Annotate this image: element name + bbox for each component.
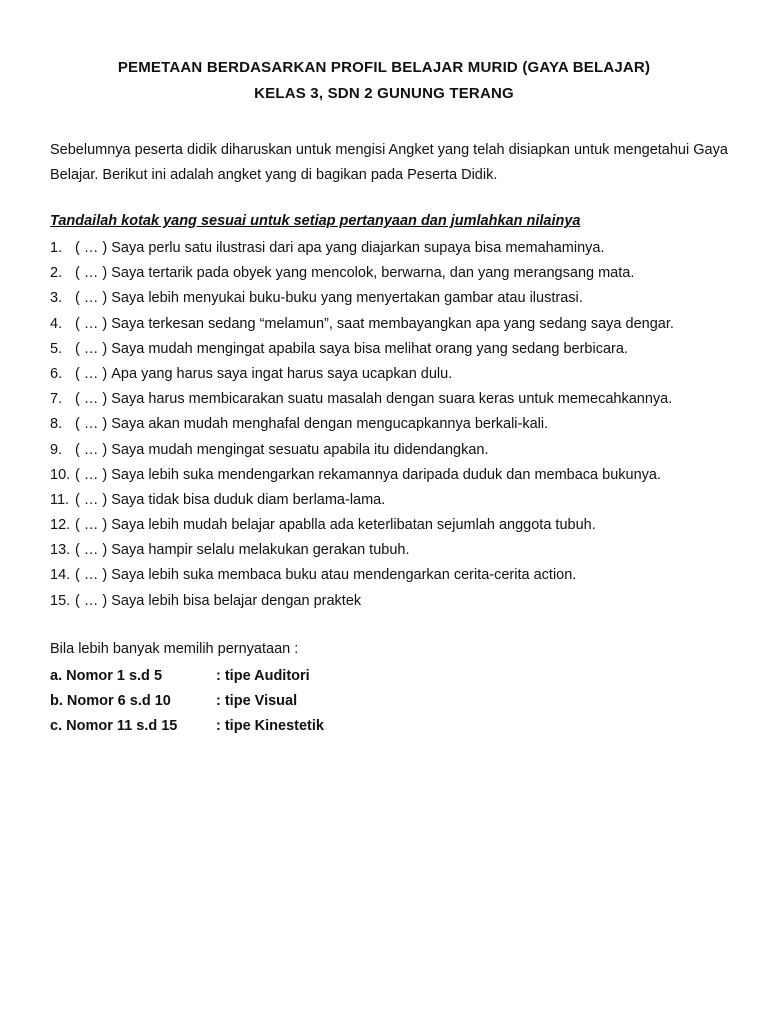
question-checkbox-placeholder: ( … ) [75, 567, 112, 584]
question-text: Saya lebih suka membaca buku atau mendengarkan cerita-cerita action. [111, 567, 577, 584]
question-checkbox-placeholder: ( … ) [75, 441, 112, 458]
question-checkbox-placeholder: ( … ) [75, 592, 112, 609]
question-number: 14. [50, 567, 71, 584]
page-title: PEMETAAN BERDASARKAN PROFIL BELAJAR MURID (GAYA BELAJAR) [117, 59, 651, 76]
question-item [50, 288, 750, 313]
question-text: Saya perlu satu ilustrasi dari apa yang diajarkan supaya bisa memahaminya. [111, 240, 605, 256]
question-checkbox-placeholder: ( … ) [75, 315, 112, 332]
question-text: Saya terkesan sedang “melamun”, saat membayangkan apa yang sedang saya dengar. [111, 315, 674, 332]
question-text: Saya tidak bisa duduk diam berlama-lama. [111, 491, 386, 508]
question-text: Saya lebih mudah belajar apablla ada keterlibatan sejumlah anggota tubuh. [111, 517, 596, 534]
question-item [50, 339, 750, 364]
intro-paragraph: Sebelumnya peserta didik diharuskan untuk mengisi Angket yang telah disiapkan untuk mengetahui Gaya Belajar. Berikut ini adalah angket yang di bagikan pada Peserta Didik. [50, 142, 728, 183]
question-number: 7. [50, 391, 63, 408]
learning-type-label: : tipe Visual [216, 693, 298, 710]
question-number: 9. [50, 441, 63, 458]
question-number: 10. [50, 466, 71, 483]
question-text: Saya harus membicarakan suatu masalah dengan suara keras untuk memecahkannya. [111, 391, 673, 408]
question-text: Saya mudah mengingat apabila saya bisa melihat orang yang sedang berbicara. [111, 340, 628, 357]
question-number: 13. [50, 542, 71, 559]
question-text: Saya lebih bisa belajar dengan praktek [111, 592, 362, 609]
question-checkbox-placeholder: ( … ) [75, 542, 112, 559]
question-item [50, 540, 750, 565]
question-text: Saya hampir selalu melakukan gerakan tubuh. [111, 542, 410, 559]
question-item [50, 440, 750, 465]
learning-type-row [50, 691, 324, 716]
question-checkbox-placeholder: ( … ) [75, 265, 112, 282]
question-item [50, 465, 750, 490]
question-checkbox-placeholder: ( … ) [75, 466, 112, 483]
question-checkbox-placeholder: ( … ) [75, 517, 112, 534]
question-number: 8. [50, 416, 63, 433]
question-checkbox-placeholder: ( … ) [75, 290, 112, 307]
question-number: 12. [50, 517, 71, 534]
question-checkbox-placeholder: ( … ) [75, 491, 112, 508]
learning-type-row [50, 716, 324, 741]
question-text: Apa yang harus saya ingat harus saya ucapkan dulu. [111, 365, 453, 382]
question-text: Saya lebih menyukai buku-buku yang menyertakan gambar atau ilustrasi. [111, 290, 583, 307]
question-number: 3. [50, 290, 63, 307]
learning-type-range: b. Nomor 6 s.d 10 [50, 693, 171, 710]
question-item [50, 263, 750, 288]
summary-lead: Bila lebih banyak memilih pernyataan : [50, 641, 299, 657]
question-number: 4. [50, 315, 63, 332]
learning-type-range: c. Nomor 11 s.d 15 [50, 718, 178, 735]
question-item [50, 389, 750, 414]
question-number: 5. [50, 340, 63, 357]
question-number: 11. [50, 491, 70, 508]
page-subtitle: KELAS 3, SDN 2 GUNUNG TERANG [254, 85, 514, 102]
question-checkbox-placeholder: ( … ) [75, 340, 112, 357]
learning-type-label: : tipe Auditori [216, 668, 310, 684]
question-item [50, 238, 750, 263]
question-item [50, 364, 750, 389]
learning-type-list [50, 666, 324, 742]
question-item [50, 490, 750, 515]
question-text: Saya akan mudah menghafal dengan mengucapkannya berkali-kali. [111, 416, 549, 433]
question-item [50, 515, 750, 540]
question-item [50, 414, 750, 439]
question-number: 1. [50, 240, 63, 256]
instruction-text: Tandailah kotak yang sesuai untuk setiap pertanyaan dan jumlahkan nilainya [50, 213, 581, 229]
question-checkbox-placeholder: ( … ) [75, 240, 112, 256]
learning-type-label: : tipe Kinestetik [216, 718, 324, 735]
question-checkbox-placeholder: ( … ) [75, 391, 112, 408]
question-item [50, 314, 750, 339]
question-list [50, 238, 750, 616]
question-text: Saya lebih suka mendengarkan rekamannya daripada duduk dan membaca bukunya. [111, 466, 661, 483]
question-text: Saya tertarik pada obyek yang mencolok, berwarna, dan yang merangsang mata. [111, 265, 635, 282]
question-item [50, 565, 750, 590]
question-number: 6. [50, 365, 63, 382]
learning-type-range: a. Nomor 1 s.d 5 [50, 668, 163, 684]
learning-type-row [50, 666, 324, 691]
question-checkbox-placeholder: ( … ) [75, 365, 112, 382]
question-number: 15. [50, 592, 71, 609]
question-item [50, 591, 750, 616]
question-number: 2. [50, 265, 63, 282]
question-text: Saya mudah mengingat sesuatu apabila itu didendangkan. [111, 441, 489, 458]
question-checkbox-placeholder: ( … ) [75, 416, 112, 433]
